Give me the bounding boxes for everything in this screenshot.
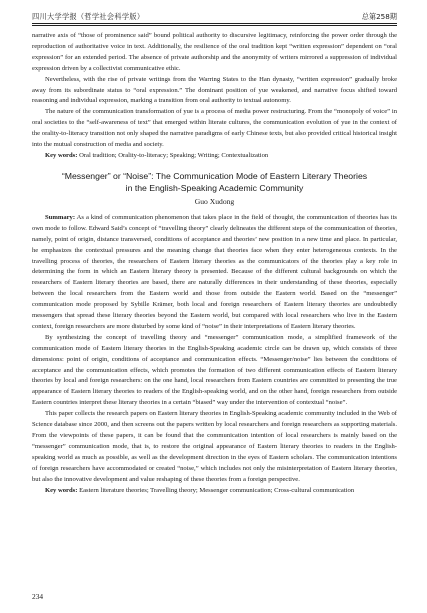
journal-name: 四川大学学报（哲学社会科学版） [32,12,145,21]
summary-paragraph [32,213,397,333]
article-title-line: “Messenger” or “Noise”: The Communication Mode of Eastern Literary Theories [61,170,368,181]
header-rule-thin [32,25,397,26]
keywords-text: Eastern literature theories; Travelling theory; Messenger communication; Cross-cultural communication [79,486,355,494]
summary-text: As a kind of communication phenomenon that takes place in the field of thought, the communication of theories has its own mode to follow. Edward Said’s concept of “travelling theory” clearly delineates the different steps of the communication of theories, namely, point of origin, distance transversed, conditions of acceptance and theories’ new position in a new time and place. In particular, he emphasizes the contextual pressures and the meaning change that theories face when they enter heterogeneous contexts. In the travelling process of theories, the researchers of Eastern literary theories as the communicators of the theories play a key role in determining the form in which an Eastern literary theory is presented. Because of the different cultural backgrounds on which the researchers of Eastern literary theories are based, there are naturally differences in their understanding of these theories, especially between the local researchers from the Eastern world and those from outside the Eastern world. Based on the “messenger” communication mode proposed by Sybille Krämer, both local and foreign researchers of Eastern literary theories are undoubtedly messengers that spread these literary theories beyond the Eastern world, but compared with local researchers who live in the Eastern context, foreign researchers are more disturbed by some kind of “noise” in their interpretations of Eastern literary theories. [32,213,397,330]
summary-label: Summary: [45,213,76,221]
paragraph: This paper collects the research papers on Eastern literary theories in English-Speaking academic community included in the Web of Science database since 2000, and then screens out the papers written by local researchers and foreign researchers as supporting materials. From the viewpoints of these papers, it can be found that the communication intention of local researchers is mainly based on the “messenger” communication mode, that is, to restore the original appearance of Eastern literary theories to readers in the English-speaking world as much as possible, as well as the development direction in the eyes of Eastern scholars. The communication intentions of foreign researchers have accommodated or created “noise,” which includes not only the misinterpretation of Eastern literary theories, but also the innovative development and value reshaping of these theories from a foreign perspective. [32,410,397,483]
continued-paragraph: narrative axis of “those of prominence said” bound political authority to discursive legitimacy, reinforcing the power order through the reproduction of authoritative voice in text. Additionally, the resilience of the oral tradition kept “written expression” dependent on “oral expression” for an extended period. The absence of private authorship and the anonymity of writers mirrored a suppression of individual expression driven by a collectivist communicative ethic. [32,32,397,72]
keywords-line [32,151,397,162]
paragraph: By synthesizing the concept of travelling theory and “messenger” communication mode, a simplified framework of the communication mode of Eastern literary theories in the English-Speaking academic circle can be drawn up, which consists of three dimensions: point of origin, conditions of acceptance and communication effects. “Messenger/noise” lies between the conditions of acceptance and the communication effects, which promotes the formation of two different communication effects of Eastern literary theories by local and foreign researchers: on the one hand, local researchers from Eastern countries are committed to presenting the true appearance of Eastern literary theories to readers of the English-speaking world, and on the other hand, foreign researchers from outside Eastern countries interpret these literary theories in a certain “biased” way under the intervention of contextual “noise”. [32,333,397,407]
article-author: Guo Xudong [194,196,235,206]
page-number: 234 [32,592,44,601]
keywords-text: Oral tradition; Orality-to-literacy; Speaking; Writing; Contextualization [79,151,269,159]
article-title [32,170,397,194]
article-title-line: in the English-Speaking Academic Community [125,182,304,193]
keywords-line [32,486,397,497]
page-body [32,31,397,496]
header-rule [32,23,397,24]
keywords-label: Key words: [45,151,78,159]
keywords-label: Key words: [45,486,78,494]
running-header [32,8,397,22]
issue-number: 总第258期 [361,12,397,21]
paragraph: Nevertheless, with the rise of private writings from the Warring States to the Han dynasty, “written expression” gradually broke away from its subordinate status to “oral expression.” The dominant position of yue weakened, and narrative focus shifted toward reasoning and individual expression, marking a transition from oral authority to textual autonomy. [32,75,397,105]
paragraph: The nature of the communication transformation of yue is a process of media power restructuring. From the “monopoly of voice” in oral societies to the “self-awareness of text” that emerged within literate cultures, the communication evolution of yue in the context of the orality-to-literacy transition not only shaped the narrative paradigms of early Chinese texts, but also provided critical historical insight into the mutual construction of media and society. [32,108,397,149]
